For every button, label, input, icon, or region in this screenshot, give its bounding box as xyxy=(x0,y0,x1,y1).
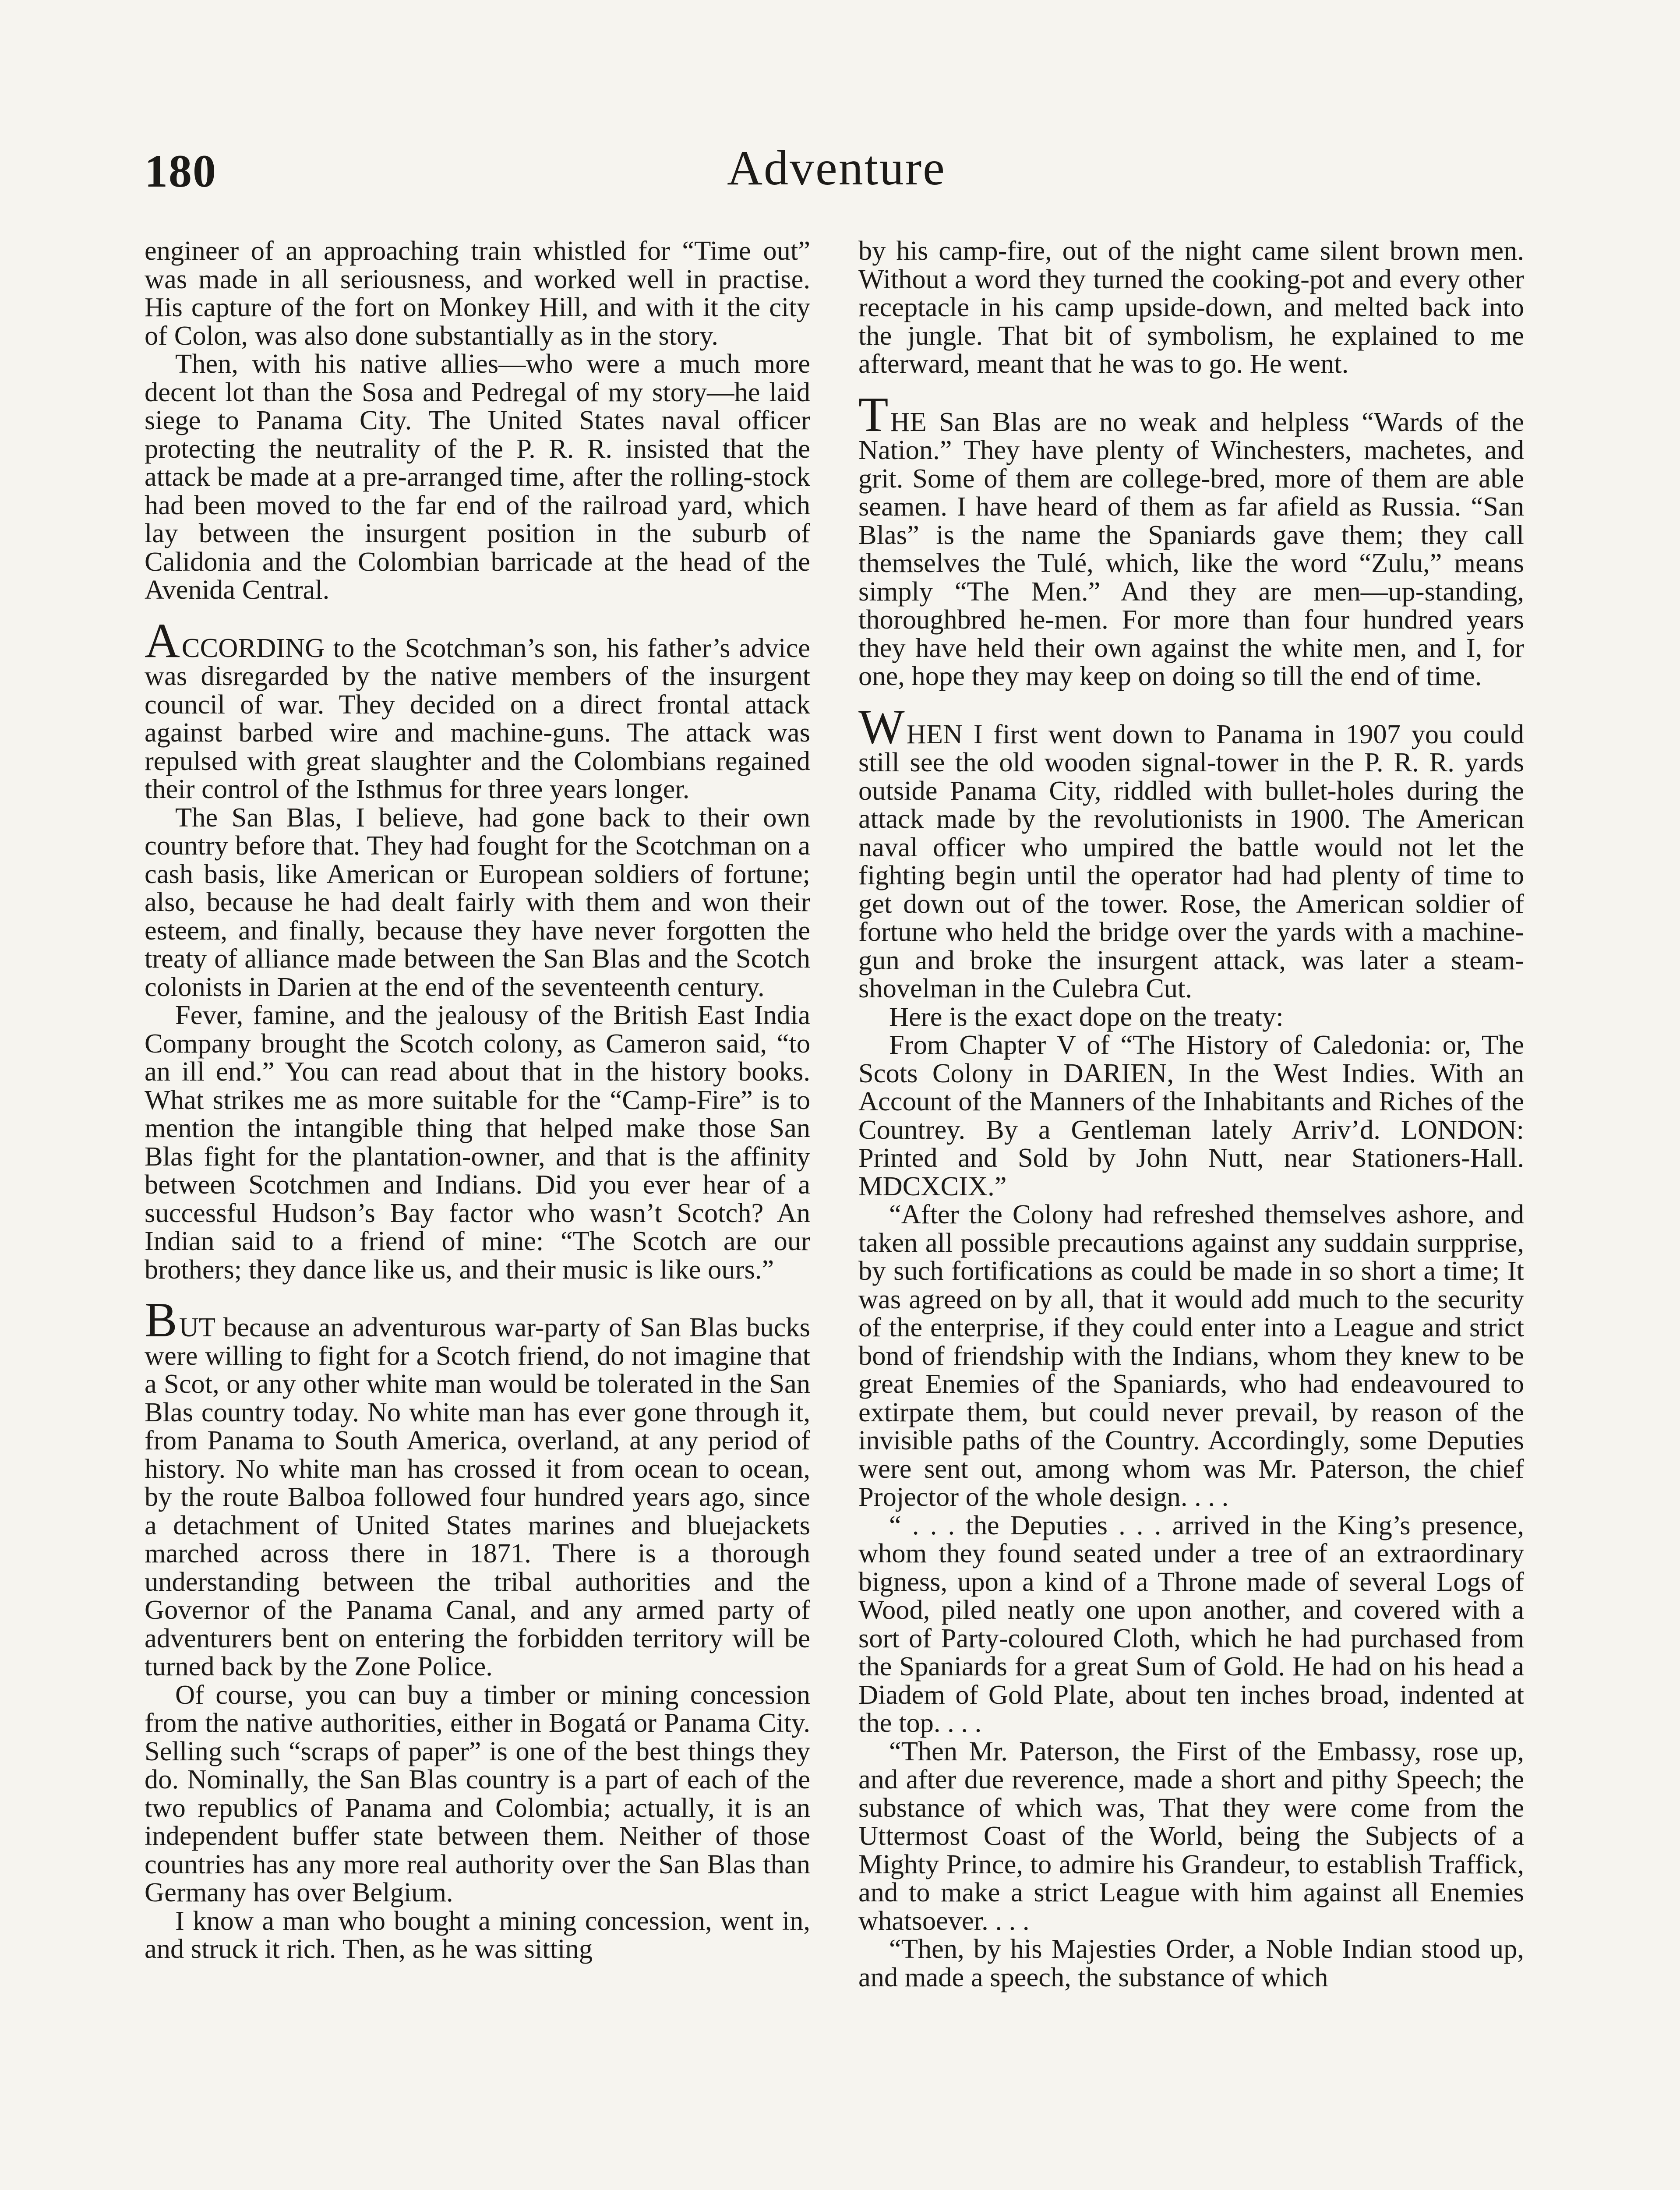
drop-cap: T xyxy=(858,387,889,442)
left-column xyxy=(145,237,810,1963)
section-paragraph xyxy=(145,613,810,804)
paragraph xyxy=(145,237,810,350)
drop-cap: B xyxy=(145,1293,177,1347)
paragraph-text: Then, with his native allies—who were a much more decent lot than the Sosa and Pedregal of my story—he laid siege to Panama City. The United States naval officer protecting the neutrality of the P. R. R. insisted that the attack be made at a pre-arranged time, after the rolling-stock had been moved to the far end of the railroad yard, which lay between the insurgent position in the suburb of Calidonia and the Colombian barricade at the head of the Avenida Central. xyxy=(145,348,810,605)
paragraph xyxy=(858,1935,1524,1991)
right-column xyxy=(858,237,1524,1991)
drop-cap: W xyxy=(858,699,905,754)
paragraph xyxy=(145,803,810,1001)
paragraph xyxy=(145,1001,810,1283)
section-paragraph xyxy=(145,1293,810,1681)
page-header xyxy=(145,131,1528,215)
paragraph-text: engineer of an approaching train whistled for “Time out” was made in all seriousness, and worked well in practise. His capture of the fort on Monkey Hill, and with it the city of Colon, was also done substantially as in the story. xyxy=(145,235,810,351)
paragraph-text: UT because an adventurous war-party of San Blas bucks were willing to fight for a Scotch friend, do not imagine that a Scot, or any other white man would be tolerated in the San Blas country today. No white man has ever gone through it, from Panama to South America, overland, at any period of history. No white man has crossed it from ocean to ocean, by the route Balboa followed four hundred years ago, since a detachment of United States marines and bluejackets marched across there in 1871. There is a thorough understanding between the tribal authorities and the Governor of the Panama Canal, and any armed party of adventurers bent on entering the forbidden territory will be turned back by the Zone Police. xyxy=(145,1312,810,1681)
paragraph xyxy=(145,1907,810,1963)
paragraph-text: Fever, famine, and the jealousy of the British East India Company brought the Scotch colony, as Cameron said, “to an ill end.” You can read about that in the history books. What strikes me as more suitable for the “Camp-Fire” is to mention the intangible thing that helped make those San Blas fight for the plantation-owner, and that is the affinity between Scotchmen and Indians. Did you ever hear of a successful Hudson’s Bay factor who wasn’t Scotch? An Indian said to a friend of mine: “The Scotch are our brothers; they dance like us, and their music is like ours.” xyxy=(145,1000,810,1285)
paragraph xyxy=(858,1031,1524,1200)
paragraph-text: “Then, by his Majesties Order, a Noble Indian stood up, and made a speech, the substance of which xyxy=(858,1933,1524,1992)
paragraph-text: From Chapter V of “The History of Caledonia: or, The Scots Colony in DARIEN, In the West Indies. With an Account of the Manners of the Inhabitants and Riches of the Countrey. By a Gentleman lately Arriv’d. LONDON: Printed and Sold by John Nutt, near Stationers-Hall. MDCXCIX.” xyxy=(858,1029,1524,1201)
paragraph xyxy=(145,1681,810,1907)
paragraph xyxy=(858,1737,1524,1935)
paragraph xyxy=(858,1003,1524,1031)
paragraph xyxy=(858,1200,1524,1511)
paragraph-text: “ . . . the Deputies . . . arrived in the King’s presence, whom they found seated under a tree of an extraordinary bigness, upon a kind of a Throne made of several Logs of Wood, piled neatly one upon another, and covered with a sort of Party-coloured Cloth, which he had purchased from the Spaniards for a great Sum of Gold. He had on his head a Diadem of Gold Plate, about ten inches broad, indented at the top. . . . xyxy=(858,1509,1524,1738)
drop-cap: A xyxy=(145,613,180,668)
paragraph-text: HE San Blas are no weak and helpless “Wards of the Nation.” They have plenty of Winchesters, machetes, and grit. Some of them are college-bred, more of them are able seamen. I have heard of them as far afield as Russia. “San Blas” is the name the Spaniards gave them; they call themselves the Tulé, which, like the word “Zulu,” means simply “The Men.” And they are men—up-standing, thoroughbred he-men. For more than four hundred years they have held their own against the white men, and I, for one, hope they may keep on doing so till the end of time. xyxy=(858,406,1524,691)
paragraph xyxy=(858,237,1524,378)
section-paragraph xyxy=(858,387,1524,691)
page-title: Adventure xyxy=(727,141,946,195)
paragraph xyxy=(858,1511,1524,1737)
paragraph-text: CCORDING to the Scotchman’s son, his father’s advice was disregarded by the native members of the insurgent council of war. They decided on a direct frontal attack against barbed wire and machine-guns. The attack was repulsed with great slaughter and the Colombians regained their control of the Isthmus for three years longer. xyxy=(145,632,810,804)
paragraph-text: I know a man who bought a mining concession, went in, and struck it rich. Then, as he was sitting xyxy=(145,1905,810,1964)
paragraph-text: Of course, you can buy a timber or mining concession from the native authorities, either in Bogatá or Panama City. Selling such “scraps of paper” is one of the best things they do. Nominally, the San Blas country is a part of each of the two republics of Panama and Colombia; actually, it is an independent buffer state between them. Neither of those countries has any more real authority over the San Blas than Germany has over Belgium. xyxy=(145,1679,810,1907)
paragraph-text: HEN I first went down to Panama in 1907 you could still see the old wooden signal-tower in the P. R. R. yards outside Panama City, riddled with bullet-holes during the attack made by the revolutionists in 1900. The American naval officer who umpired the battle would not let the fighting begin until the operator had had plenty of time to get down out of the tower. Rose, the American soldier of fortune who held the bridge over the yards with a machine-gun and broke the insurgent attack, was later a steam-shovelman in the Culebra Cut. xyxy=(858,718,1524,1003)
page-number: 180 xyxy=(145,145,217,197)
paragraph-text: “After the Colony had refreshed themselves ashore, and taken all possible precautions against any suddain surpprise, by such fortifications as could be made in so short a time; It was agreed on by all, that it would add much to the security of the enterprise, if they could enter into a League and strict bond of friendship with the Indians, whom they knew to be great Enemies of the Spaniards, who had endeavoured to extirpate them, but could never prevail, by reason of the invisible paths of the Country. Accordingly, some Deputies were sent out, among whom was Mr. Paterson, the chief Projector of the whole design. . . . xyxy=(858,1199,1524,1512)
paragraph-text: “Then Mr. Paterson, the First of the Embassy, rose up, and after due reverence, made a short and pithy Speech; the substance of which was, That they were come from the Uttermost Coast of the World, being the Subjects of a Mighty Prince, to admire his Grandeur, to establish Traffick, and to make a strict League with him against all Enemies whatsoever. . . . xyxy=(858,1735,1524,1936)
section-paragraph xyxy=(858,699,1524,1003)
paragraph-text: Here is the exact dope on the treaty: xyxy=(889,1001,1284,1032)
paragraph xyxy=(145,350,810,604)
paragraph-text: The San Blas, I believe, had gone back to their own country before that. They had fought for the Scotchman on a cash basis, like American or European soldiers of fortune; also, because he had dealt fairly with them and won their esteem, and finally, because they have never forgotten the treaty of alliance made between the San Blas and the Scotch colonists in Darien at the end of the seventeenth century. xyxy=(145,802,810,1002)
paragraph-text: by his camp-fire, out of the night came silent brown men. Without a word they turned the cooking-pot and every other receptacle in his camp upside-down, and melted back into the jungle. That bit of symbolism, he explained to me afterward, meant that he was to go. He went. xyxy=(858,235,1524,379)
